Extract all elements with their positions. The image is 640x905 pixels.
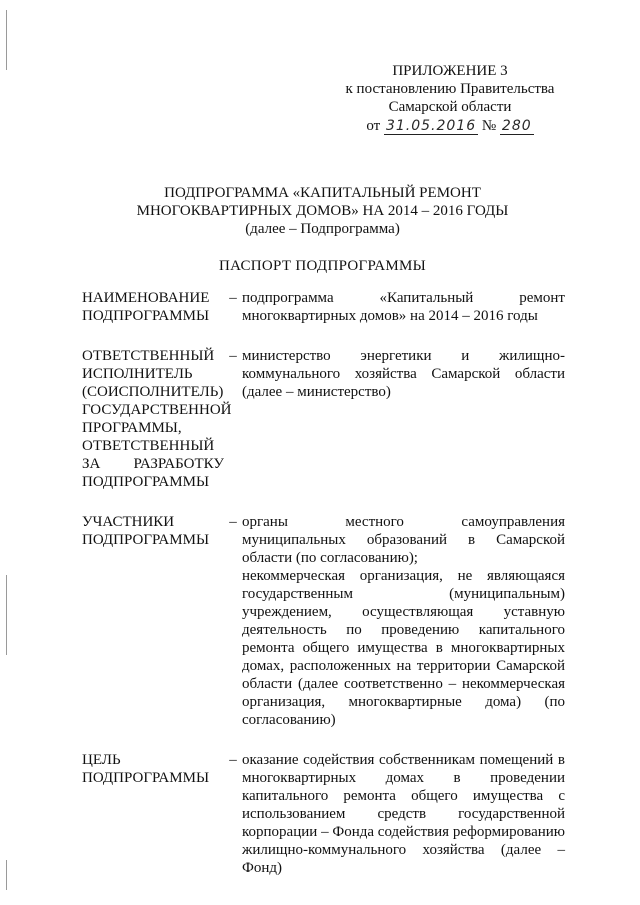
row-dash: –: [229, 348, 237, 364]
handwritten-number: 280: [501, 118, 532, 134]
row-dash: –: [229, 514, 237, 530]
row-label: ОТВЕТСТВЕННЫЙ ИСПОЛНИТЕЛЬ (СОИСПОЛНИТЕЛЬ) ГОСУДАРСТВЕННОЙ ПРОГРАММЫ, ОТВЕТСТВЕННЫЙ ЗА РАЗРАБОТКУ ПОДПРОГРАММЫ: [82, 348, 232, 490]
row-label: УЧАСТНИКИ ПОДПРОГРАММЫ: [82, 514, 210, 548]
appendix-header: [340, 62, 560, 135]
document-title: [80, 184, 565, 238]
passport-row-name: [82, 289, 565, 325]
passport-row-goal: [82, 751, 565, 877]
passport-row-participants: [82, 513, 565, 729]
row-dash: –: [229, 290, 237, 306]
scan-edge-mark: [6, 575, 7, 655]
passport-heading: ПАСПОРТ ПОДПРОГРАММЫ: [218, 258, 427, 274]
appendix-title: ПРИЛОЖЕНИЕ 3: [392, 63, 508, 79]
row-dash: –: [229, 752, 237, 768]
scan-edge-mark: [6, 860, 7, 890]
scan-edge-mark: [6, 10, 7, 70]
appendix-region: Самарской области: [388, 99, 512, 115]
title-line-2: МНОГОКВАРТИРНЫХ ДОМОВ» НА 2014 – 2016 ГОДЫ: [136, 203, 509, 219]
row-value: министерство энергетики и жилищно-коммунального хозяйства Самарской области (далее – министерство): [242, 348, 565, 400]
row-label: ЦЕЛЬ ПОДПРОГРАММЫ: [82, 752, 210, 786]
row-value: органы местного самоуправления муниципальных образований в Самарской области (по согласованию); некоммерческая организация, не являющаяся государственным (муниципальным) учреждением, осуществляющая уставную деятельность по проведению капитального ремонта общего имущества в многоквартирных домах, расположенных на территории Самарской области (далее соответственно – некоммерческая организация, многоквартирные дома) (по согласованию): [242, 514, 565, 728]
row-value: оказание содействия собственникам помещений в многоквартирных домах в проведении капитального ремонта общего имущества с использованием средств государственной корпорации – Фонда содействия реформированию жилищно-коммунального хозяйства (далее – Фонд): [242, 752, 565, 876]
passport-row-executor: [82, 347, 565, 491]
appendix-date-line: [340, 117, 560, 135]
handwritten-date: 31.05.2016: [385, 118, 477, 134]
date-prefix: от: [366, 118, 381, 134]
row-label: НАИМЕНОВАНИЕ ПОДПРОГРАММЫ: [82, 290, 210, 324]
title-line-3: (далее – Подпрограмма): [245, 221, 400, 237]
title-line-1: ПОДПРОГРАММА «КАПИТАЛЬНЫЙ РЕМОНТ: [164, 185, 481, 201]
passport-table: [82, 289, 565, 877]
row-value: подпрограмма «Капитальный ремонт многоквартирных домов» на 2014 – 2016 годы: [242, 290, 565, 324]
appendix-resolution: к постановлению Правительства: [345, 81, 555, 97]
number-prefix: №: [481, 118, 497, 134]
